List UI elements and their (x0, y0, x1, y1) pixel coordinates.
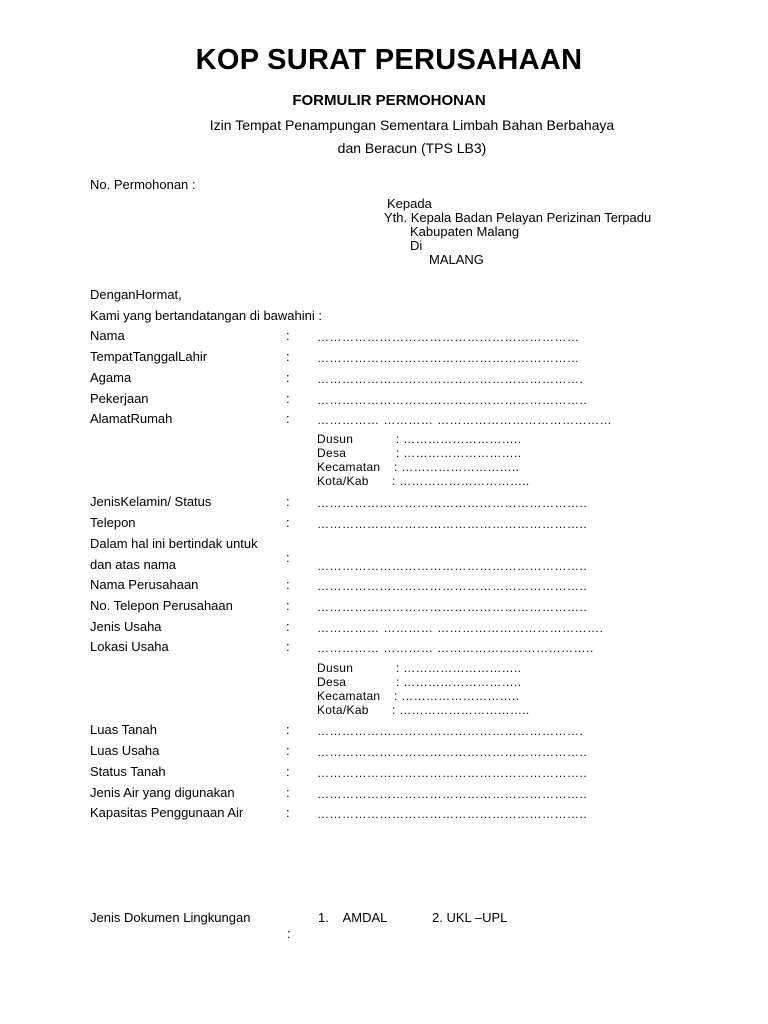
field-label-agama: Agama (90, 370, 132, 385)
location-label-dusun: Dusun (317, 661, 354, 675)
field-blank-kapasitas-air[interactable]: ……………………………………………………….. (317, 807, 588, 821)
field-colon: : (286, 805, 290, 820)
field-colon: : (286, 639, 290, 654)
field-label-dokumen-lingkungan: Jenis Dokumen Lingkungan (90, 910, 251, 925)
field-label-nama: Nama (90, 328, 125, 343)
field-colon: : (286, 391, 290, 406)
field-blank-jenis-air[interactable]: ……………………………………………………….. (317, 787, 588, 801)
field-colon: : (287, 926, 291, 941)
field-label-telepon: Telepon (90, 515, 136, 530)
field-blank-luas-tanah[interactable]: ………………………………………………………. (317, 724, 584, 738)
address-label-dusun: Dusun (317, 432, 354, 446)
field-label-nama-perusahaan: Nama Perusahaan (90, 577, 199, 592)
field-colon: : (286, 598, 290, 613)
address-label-desa: Desa (317, 446, 347, 460)
recipient-to: Kepada (387, 196, 432, 211)
field-label-jenis-usaha: Jenis Usaha (90, 619, 162, 634)
address-blank-desa[interactable]: : ……………………….. (396, 446, 522, 460)
form-description-line2: dan Beracun (TPS LB3) (337, 140, 487, 156)
location-blank-desa[interactable]: : ……………………….. (396, 675, 522, 689)
field-label-bertindak-line2: dan atas nama (90, 557, 177, 572)
field-blank-jenis-kelamin[interactable]: ……………………………………………………….. (317, 496, 588, 510)
field-blank-nama-perusahaan[interactable]: ……………………………………………………….. (317, 579, 588, 593)
field-blank-agama[interactable]: ………………………………………………………. (317, 372, 584, 386)
field-colon: : (286, 764, 290, 779)
field-colon: : (286, 785, 290, 800)
field-label-alamat: AlamatRumah (90, 411, 173, 426)
location-label-kota: Kota/Kab (317, 703, 369, 717)
field-colon: : (286, 619, 290, 634)
address-blank-dusun[interactable]: : ……………………….. (396, 432, 522, 446)
field-colon: : (286, 550, 290, 565)
form-title: FORMULIR PERMOHONAN (292, 92, 486, 109)
application-number-label: No. Permohonan : (90, 177, 196, 192)
field-blank-luas-usaha[interactable]: ……………………………………………………….. (317, 745, 588, 759)
field-blank-pekerjaan[interactable]: ……………………………………………………….. (317, 393, 588, 407)
field-colon: : (286, 411, 290, 426)
field-colon: : (286, 328, 290, 343)
field-label-kapasitas-air: Kapasitas Penggunaan Air (90, 805, 244, 820)
field-blank-alamat[interactable]: …………… ………… …………………………………… (317, 413, 613, 427)
field-blank-bertindak[interactable]: ……………………………………………………….. (317, 559, 588, 573)
field-blank-telepon-perusahaan[interactable]: ……………………………………………………….. (317, 600, 588, 614)
field-blank-lokasi-usaha[interactable]: …………… ………… ……………...……………….. (317, 641, 594, 655)
location-label-desa: Desa (317, 675, 347, 689)
recipient-line1: Yth. Kepala Badan Pelayan Perizinan Terpadu (384, 210, 652, 225)
field-label-telepon-perusahaan: No. Telepon Perusahaan (90, 598, 233, 613)
recipient-line3: Di (410, 238, 423, 253)
field-blank-nama[interactable]: ……………………………………………………… (317, 330, 580, 344)
env-doc-option-ukl-upl[interactable]: 2. UKL –UPL (432, 910, 508, 925)
recipient-line2: Kabupaten Malang (410, 224, 520, 239)
field-label-bertindak-line1: Dalam hal ini bertindak untuk (90, 536, 258, 551)
location-blank-dusun[interactable]: : ……………………….. (396, 661, 522, 675)
field-colon: : (286, 722, 290, 737)
field-blank-jenis-usaha[interactable]: …………… ………… …………………………………. (317, 621, 604, 635)
intro-text: Kami yang bertandatangan di bawahini : (90, 308, 322, 323)
field-label-status-tanah: Status Tanah (90, 764, 166, 779)
field-colon: : (286, 349, 290, 364)
field-colon: : (286, 515, 290, 530)
field-label-jenis-kelamin: JenisKelamin/ Status (90, 494, 212, 509)
recipient-line4: MALANG (429, 252, 484, 267)
location-blank-kecamatan[interactable]: : ……………………….. (394, 689, 520, 703)
field-label-luas-usaha: Luas Usaha (90, 743, 160, 758)
address-label-kecamatan: Kecamatan (317, 460, 381, 474)
field-label-ttl: TempatTanggalLahir (90, 349, 208, 364)
env-doc-option-amdal[interactable]: 1. AMDAL (318, 910, 388, 925)
address-label-kota: Kota/Kab (317, 474, 369, 488)
field-blank-ttl[interactable]: ……………………………………………………… (317, 351, 580, 365)
field-label-luas-tanah: Luas Tanah (90, 722, 157, 737)
field-colon: : (286, 743, 290, 758)
field-label-lokasi-usaha: Lokasi Usaha (90, 639, 169, 654)
greeting: DenganHormat, (90, 287, 182, 302)
field-blank-status-tanah[interactable]: ……………………………………………………….. (317, 766, 588, 780)
location-label-kecamatan: Kecamatan (317, 689, 381, 703)
letterhead-title: KOP SURAT PERUSAHAAN (195, 44, 583, 76)
field-label-pekerjaan: Pekerjaan (90, 391, 149, 406)
address-blank-kota[interactable]: : ………………………….. (392, 474, 530, 488)
field-colon: : (286, 577, 290, 592)
location-blank-kota[interactable]: : ………………………….. (392, 703, 530, 717)
field-colon: : (286, 370, 290, 385)
field-blank-telepon[interactable]: ……………………………………………………….. (317, 517, 588, 531)
address-blank-kecamatan[interactable]: : ……………………….. (394, 460, 520, 474)
field-label-jenis-air: Jenis Air yang digunakan (90, 785, 235, 800)
field-colon: : (286, 494, 290, 509)
form-description-line1: Izin Tempat Penampungan Sementara Limbah Bahan Berbahaya (209, 117, 615, 133)
